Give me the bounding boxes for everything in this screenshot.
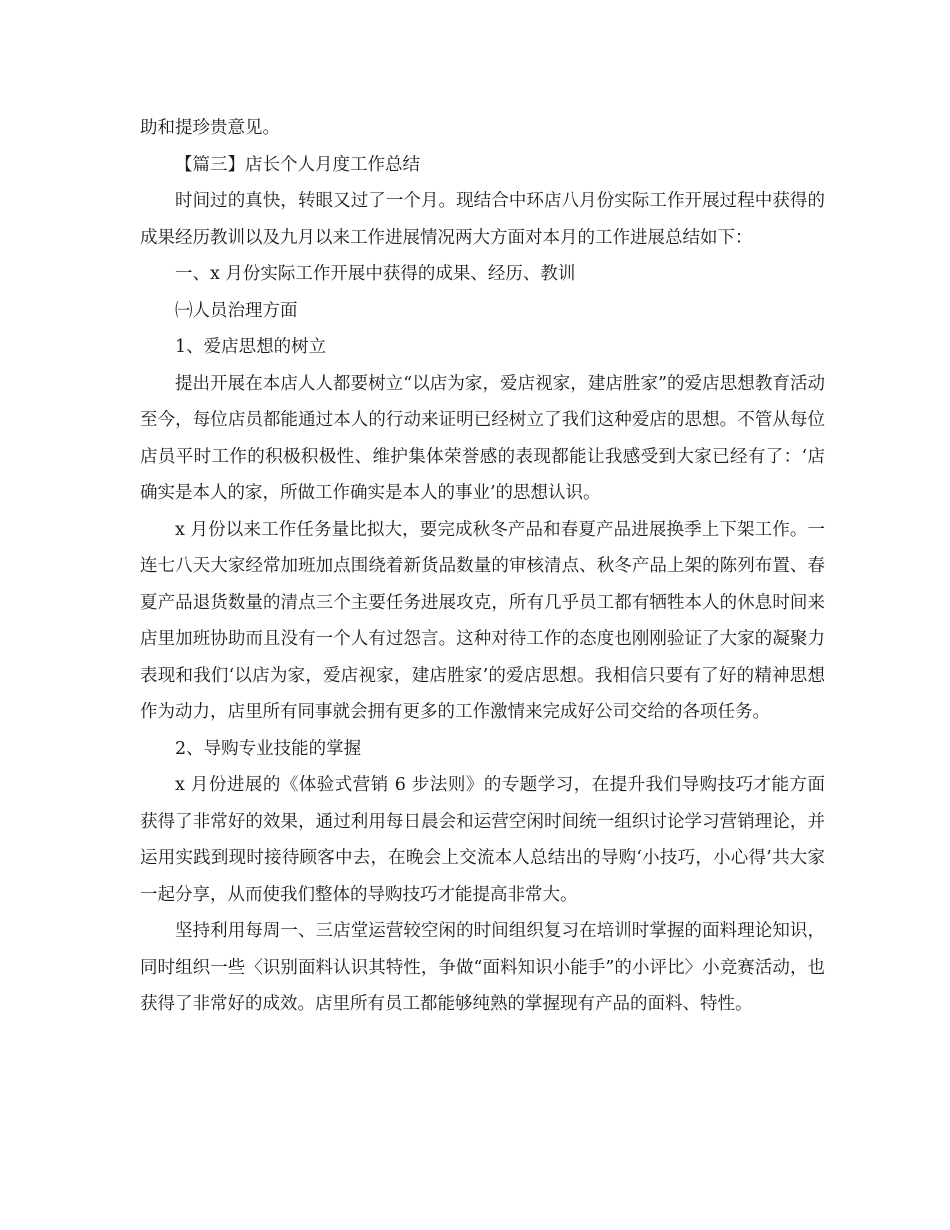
document-body (140, 110, 825, 1023)
paragraph-continuation: 助和提珍贵意见。 (140, 118, 280, 138)
heading-level-1: 一、x 月份实际工作开展中获得的成果、经历、教训 (175, 264, 576, 284)
heading-level-2: ㈠人员治理方面 (175, 300, 298, 321)
paragraph-body: x 月份进展的《体验式营销 6 步法则》的专题学习，在提升我们导购技巧才能方面获得了非常好的效果，通过利用每日晨会和运营空闲时间统一组织讨论学习营销理论，并运用实践到现时接待顾客中去，在晚会上交流本人总结出的导购‘小技巧，小心得’共大家一起分享，从而使我们整体的导购技巧才能提高非常大。 (140, 775, 825, 905)
paragraph-body: 提出开展在本店人人都要树立“以店为家，爱店视家，建店胜家”的爱店思想教育活动至今，每位店员都能通过本人的行动来证明已经树立了我们这种爱店的思想。不管从每位店员平时工作的积极积极性、维护集体荣誉感的表现都能让我感受到大家已经有了：‘店确实是本人的家，所做工作确实是本人的事业’的思想认识。 (140, 373, 825, 503)
section-heading: 【篇三】店长个人月度工作总结 (175, 154, 420, 175)
paragraph-body: x 月份以来工作任务量比拟大，要完成秋冬产品和春夏产品进展换季上下架工作。一连七八天大家经常加班加点围绕着新货品数量的审核清点、秋冬产品上架的陈列布置、春夏产品退货数量的清点三个主要任务进展攻克，所有几乎员工都有牺牲本人的休息时间来店里加班协助而且没有一个人有过怨言。这种对待工作的态度也刚刚验证了大家的凝聚力表现和我们‘以店为家，爱店视家，建店胜家’的爱店思想。我相信只要有了好的精神思想作为动力，店里所有同事就会拥有更多的工作激情来完成好公司交给的各项任务。 (140, 519, 825, 722)
paragraph-intro: 时间过的真快，转眼又过了一个月。现结合中环店八月份实际工作开展过程中获得的成果经历教训以及九月以来工作进展情况两大方面对本月的工作进展总结如下： (140, 191, 825, 248)
heading-level-3-item-1: 1、爱店思想的树立 (175, 337, 327, 357)
heading-level-3-item-2: 2、导购专业技能的掌握 (175, 738, 362, 759)
paragraph-body: 坚持利用每周一、三店堂运营较空闲的时间组织复习在培训时掌握的面料理论知识，同时组织一些〈识别面料认识其特性，争做“面料知识小能手”的小评比〉小竞赛活动，也获得了非常好的成效。店里所有员工都能够纯熟的掌握现有产品的面料、特性。 (140, 921, 825, 1014)
